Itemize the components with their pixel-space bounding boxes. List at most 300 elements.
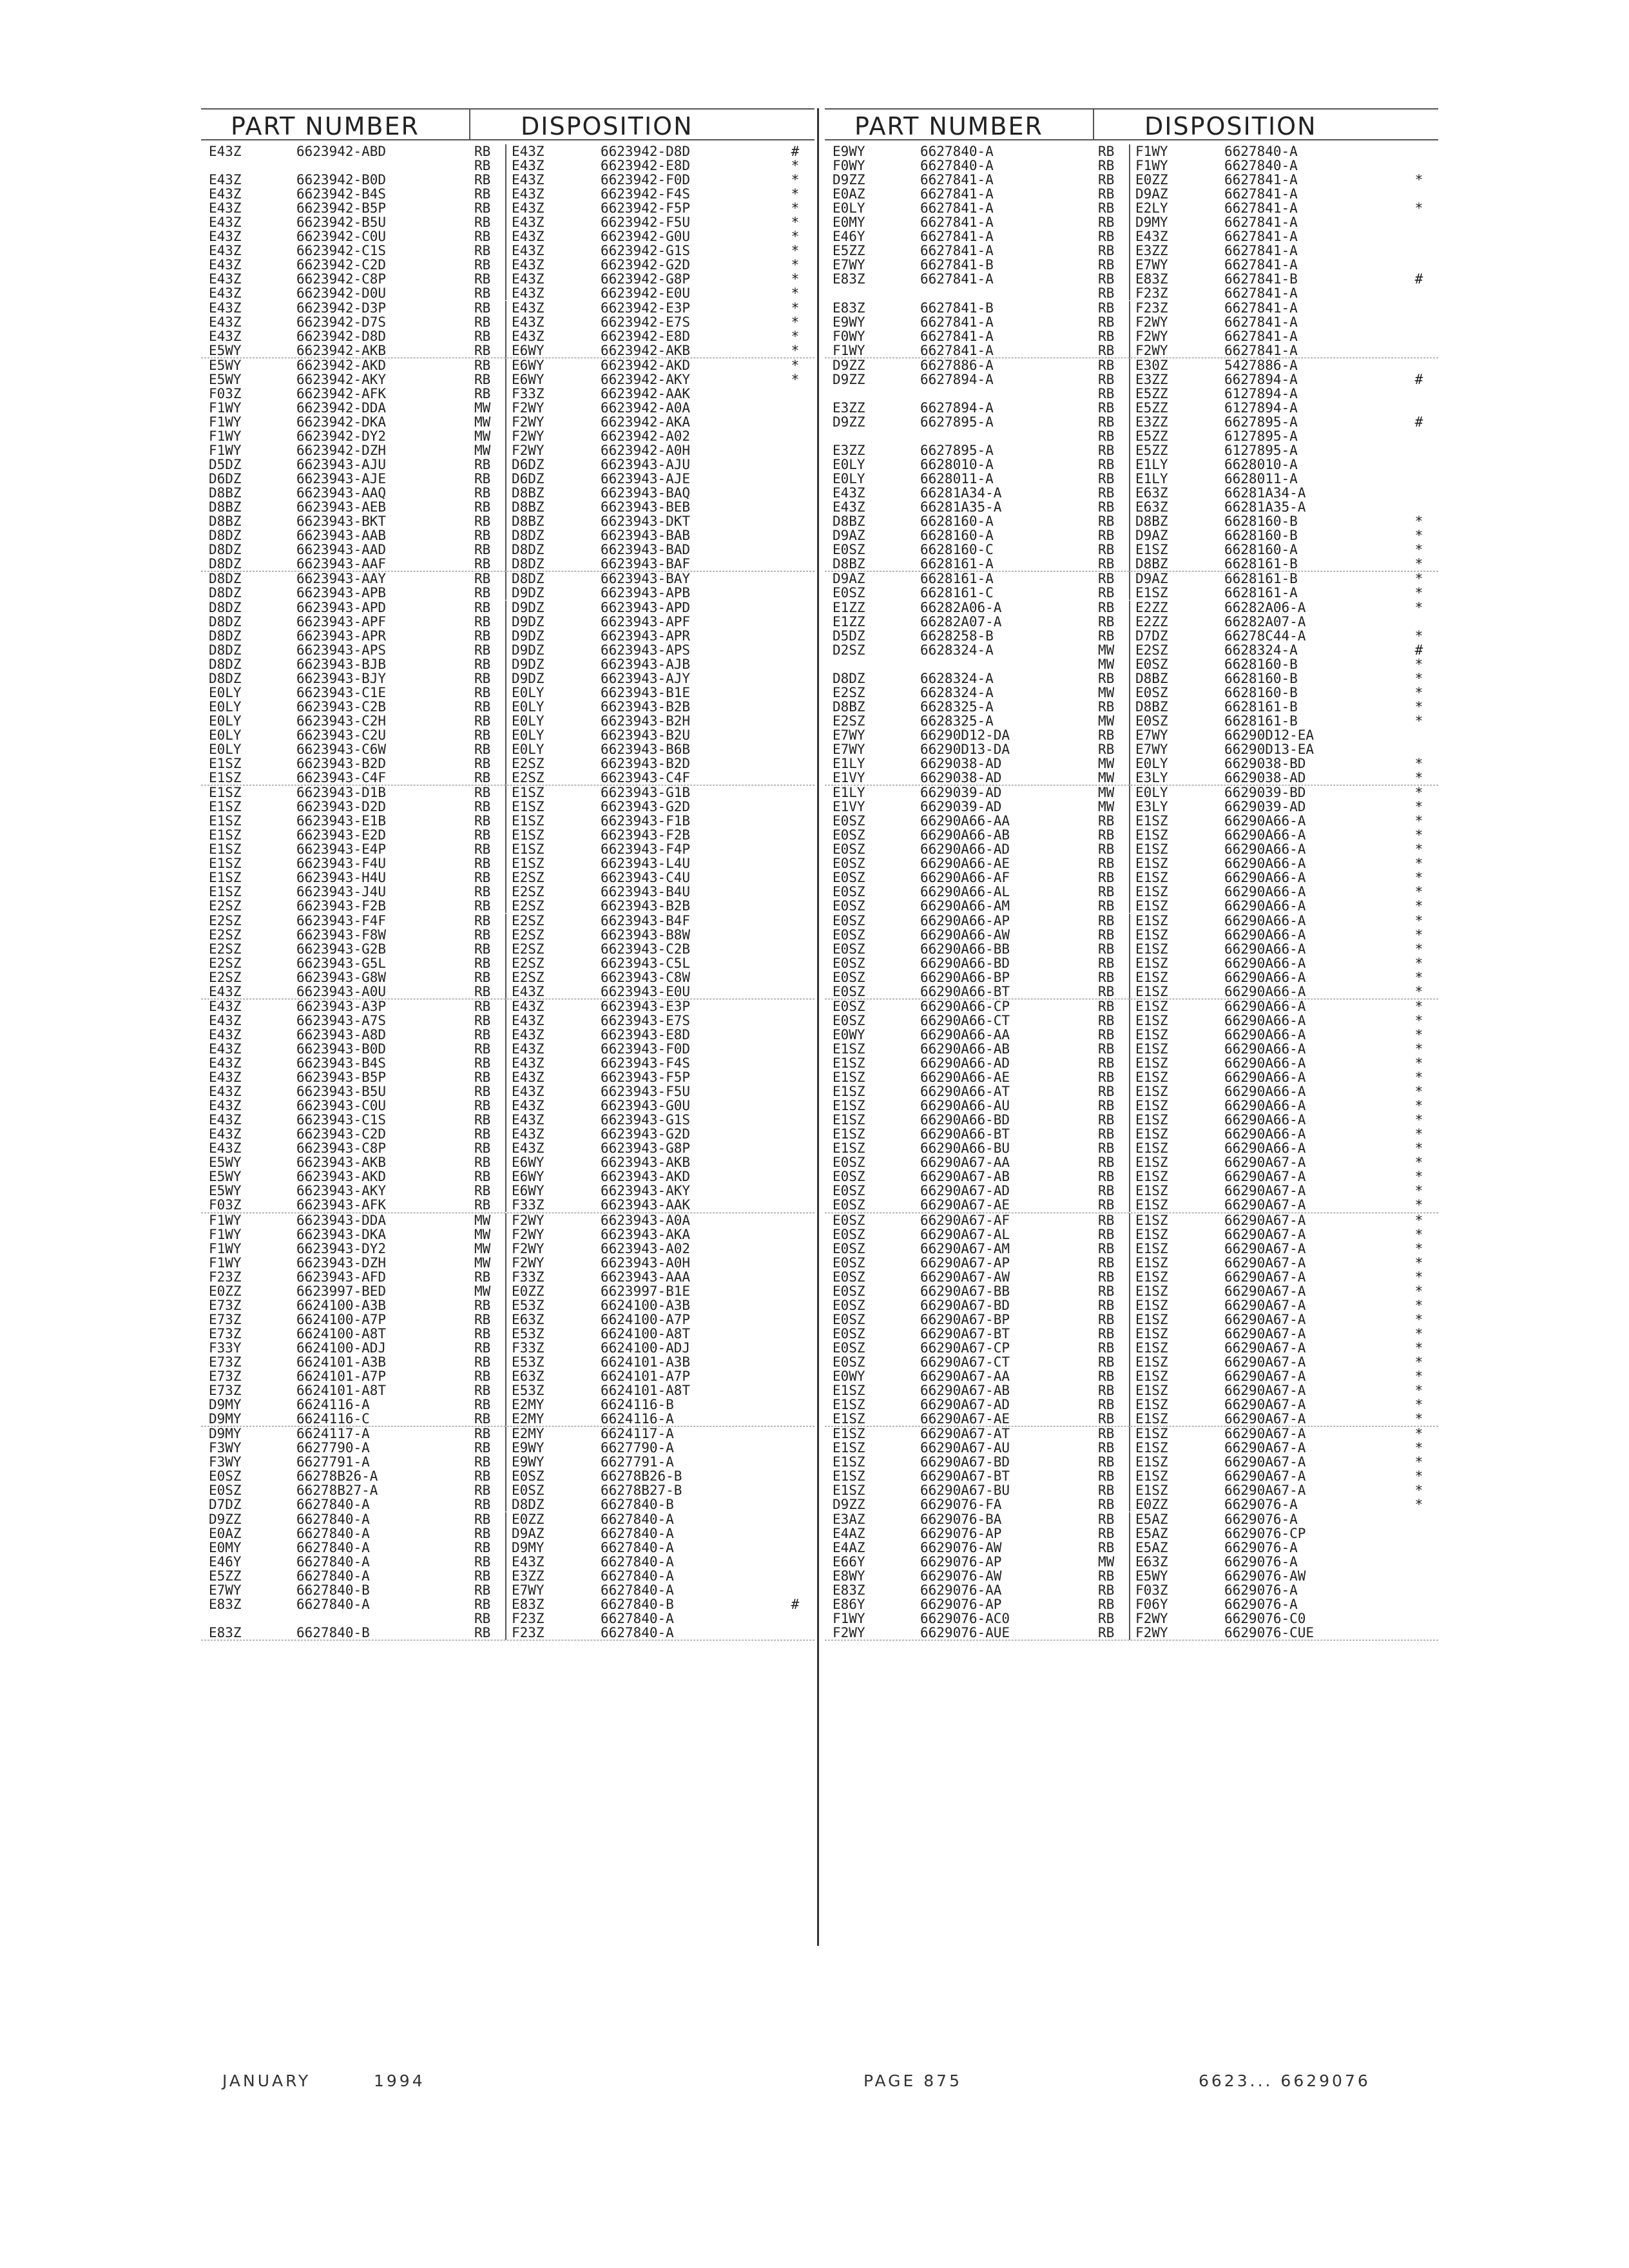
part-model: D8DZ bbox=[209, 528, 242, 544]
part-number: 6624100-A3B bbox=[296, 1297, 387, 1313]
new-part-number: 6623943-AJB bbox=[601, 656, 691, 672]
right-header bbox=[825, 108, 1438, 140]
table-row bbox=[201, 742, 815, 756]
table-row bbox=[825, 1626, 1438, 1640]
disposition-code: RB bbox=[474, 842, 506, 856]
part-number: 6623943-APS bbox=[296, 642, 387, 658]
part-number: 6623942-B0D bbox=[296, 172, 387, 188]
table-row bbox=[201, 144, 815, 159]
table-row bbox=[825, 1270, 1438, 1284]
part-number: 6623997-BED bbox=[296, 1283, 387, 1299]
new-model: E2SZ bbox=[512, 884, 545, 900]
disposition-mark: * bbox=[1414, 556, 1423, 572]
disposition-mark: * bbox=[1414, 1311, 1423, 1327]
part-number: 6623943-A7S bbox=[296, 1012, 387, 1028]
disposition-code: RB bbox=[1098, 472, 1130, 486]
disposition-code: RB bbox=[474, 928, 506, 942]
part-number: 6627840-A bbox=[296, 1539, 370, 1555]
new-model: E53Z bbox=[512, 1354, 545, 1370]
part-model: E43Z bbox=[209, 1140, 242, 1157]
disposition-code: RB bbox=[474, 1469, 506, 1483]
disposition-code: MW bbox=[474, 443, 506, 457]
part-model: E0SZ bbox=[833, 1169, 865, 1185]
disposition-code: RB bbox=[1098, 1483, 1130, 1497]
part-model: D9ZZ bbox=[209, 1511, 242, 1527]
part-number: 6627841-A bbox=[920, 328, 994, 344]
new-model: E0ZZ bbox=[1135, 1497, 1168, 1513]
disposition-mark: * bbox=[1414, 1369, 1423, 1385]
part-model: F1WY bbox=[209, 1240, 242, 1256]
part-number: 6623942-AKY bbox=[296, 371, 387, 387]
table-row bbox=[201, 1412, 815, 1427]
disposition-code: RB bbox=[474, 756, 506, 771]
disposition-code: RB bbox=[474, 586, 506, 600]
disposition-mark: * bbox=[1414, 1354, 1423, 1370]
part-model: E83Z bbox=[209, 1596, 242, 1612]
part-model: E0SZ bbox=[833, 1226, 865, 1242]
table-row bbox=[201, 1469, 815, 1483]
table-row bbox=[201, 557, 815, 572]
new-part-number: 6623943-AJY bbox=[601, 670, 691, 686]
new-part-number: 6623943-F5P bbox=[601, 1070, 691, 1086]
new-part-number: 6629038-AD bbox=[1224, 770, 1306, 786]
table-row bbox=[825, 514, 1438, 528]
table-row bbox=[825, 201, 1438, 215]
disposition-mark: * bbox=[1414, 1084, 1423, 1100]
table-row bbox=[201, 828, 815, 842]
new-part-number: 66278B26-B bbox=[601, 1468, 682, 1485]
new-model: F33Z bbox=[512, 1197, 545, 1213]
part-number: 6628325-A bbox=[920, 698, 994, 715]
disposition-code: RB bbox=[1098, 1312, 1130, 1327]
disposition-mark: * bbox=[1414, 756, 1423, 772]
disposition-code: MW bbox=[474, 1213, 506, 1227]
disposition-code: RB bbox=[474, 1611, 506, 1626]
new-part-number: 66290D13-EA bbox=[1224, 741, 1315, 757]
new-part-number: 6623942-A02 bbox=[601, 428, 691, 444]
new-model: E2SZ bbox=[512, 955, 545, 971]
table-row bbox=[201, 1541, 815, 1555]
part-model: E5WY bbox=[209, 1183, 242, 1199]
part-number: 6623943-AJU bbox=[296, 457, 387, 473]
table-row bbox=[201, 543, 815, 557]
new-model: E1SZ bbox=[1135, 1112, 1168, 1128]
new-part-number: 6627840-B bbox=[601, 1596, 674, 1612]
table-row bbox=[825, 1369, 1438, 1383]
new-model: E43Z bbox=[512, 314, 545, 330]
part-number: 6623943-C0U bbox=[296, 1098, 387, 1114]
new-part-number: 66290A67-A bbox=[1224, 1311, 1306, 1327]
part-model: E1SZ bbox=[209, 813, 242, 829]
new-part-number: 6623943-DKT bbox=[601, 514, 691, 530]
footer-year: 1994 bbox=[374, 2071, 425, 2090]
part-number: 6627840-A bbox=[296, 1525, 370, 1541]
new-part-number: 66290A67-A bbox=[1224, 1212, 1306, 1228]
table-row bbox=[825, 286, 1438, 300]
part-model: E83Z bbox=[833, 271, 865, 287]
table-row bbox=[825, 1541, 1438, 1555]
disposition-code: RB bbox=[1098, 457, 1130, 472]
table-row bbox=[201, 1483, 815, 1497]
part-number: 66290A66-AA bbox=[920, 1026, 1010, 1043]
table-row bbox=[825, 914, 1438, 928]
disposition-code: RB bbox=[1098, 814, 1130, 828]
part-model: D8DZ bbox=[209, 542, 242, 558]
new-model: E43Z bbox=[512, 215, 545, 231]
new-part-number: 6627841-A bbox=[1224, 200, 1298, 216]
table-row bbox=[825, 870, 1438, 885]
table-row bbox=[201, 244, 815, 258]
new-model: E1SZ bbox=[1135, 1397, 1168, 1413]
table-row bbox=[201, 415, 815, 429]
table-row bbox=[201, 187, 815, 201]
disposition-mark: * bbox=[1414, 1468, 1423, 1485]
new-part-number: 66290A67-A bbox=[1224, 1169, 1306, 1185]
new-part-number: 66290A66-A bbox=[1224, 827, 1306, 843]
new-model: E0ZZ bbox=[512, 1511, 545, 1527]
new-model: E30Z bbox=[1135, 357, 1168, 373]
table-row bbox=[825, 1113, 1438, 1127]
disposition-code: RB bbox=[1098, 415, 1130, 429]
part-number: 6628324-A bbox=[920, 642, 994, 658]
disposition-code: RB bbox=[474, 1141, 506, 1155]
new-part-number: 66290A67-A bbox=[1224, 1468, 1306, 1485]
part-number: 6624101-A3B bbox=[296, 1354, 387, 1370]
new-part-number: 6623943-E3P bbox=[601, 998, 691, 1014]
disposition-code: RB bbox=[474, 771, 506, 785]
table-row bbox=[825, 1298, 1438, 1312]
disposition-code: RB bbox=[474, 301, 506, 315]
new-model: D9AZ bbox=[1135, 571, 1168, 587]
new-part-number: 66281A35-A bbox=[1224, 499, 1306, 515]
part-number: 6627841-A bbox=[920, 215, 994, 231]
new-model: E1SZ bbox=[1135, 969, 1168, 985]
new-model: D6DZ bbox=[512, 471, 545, 487]
table-row bbox=[201, 1127, 815, 1141]
part-model: E4AZ bbox=[833, 1525, 865, 1541]
table-row bbox=[825, 842, 1438, 856]
left-rows bbox=[201, 144, 815, 1640]
part-model: E2SZ bbox=[209, 955, 242, 971]
part-number: 6623943-BJB bbox=[296, 656, 387, 672]
new-model: E1SZ bbox=[1135, 1454, 1168, 1470]
disposition-code: RB bbox=[474, 601, 506, 615]
new-model: E1SZ bbox=[1135, 1383, 1168, 1399]
new-part-number: 6627841-B bbox=[1224, 271, 1298, 287]
table-row bbox=[201, 842, 815, 856]
disposition-code: RB bbox=[474, 1155, 506, 1169]
new-part-number: 66290A66-A bbox=[1224, 870, 1306, 886]
part-model: E9WY bbox=[833, 314, 865, 330]
disposition-code: MW bbox=[474, 401, 506, 415]
part-number: 66278B26-A bbox=[296, 1468, 378, 1485]
disposition-code: RB bbox=[1098, 970, 1130, 985]
disposition-code: RB bbox=[1098, 942, 1130, 956]
table-row bbox=[201, 358, 815, 372]
table-row bbox=[825, 856, 1438, 870]
new-part-number: 6628161-B bbox=[1224, 713, 1298, 729]
disposition-code: RB bbox=[474, 543, 506, 557]
new-model: E1SZ bbox=[1135, 585, 1168, 601]
new-part-number: 6629076-A bbox=[1224, 1553, 1298, 1570]
new-model: F1WY bbox=[1135, 144, 1168, 159]
part-number: 66290A67-AM bbox=[920, 1240, 1010, 1256]
part-model: E0SZ bbox=[833, 998, 865, 1014]
disposition-code: RB bbox=[1098, 586, 1130, 600]
disposition-mark: * bbox=[1414, 1426, 1423, 1442]
part-model: E43Z bbox=[209, 1098, 242, 1114]
table-row bbox=[201, 1141, 815, 1155]
new-part-number: 6628324-A bbox=[1224, 642, 1298, 658]
disposition-code: RB bbox=[474, 1512, 506, 1526]
disposition-code: RB bbox=[1098, 928, 1130, 942]
part-model: E1VY bbox=[833, 799, 865, 815]
new-part-number: 66290A67-A bbox=[1224, 1183, 1306, 1199]
part-model: E0MY bbox=[833, 215, 865, 231]
disposition-mark: * bbox=[1414, 1155, 1423, 1171]
disposition-code: RB bbox=[1098, 1497, 1130, 1512]
new-model: E7WY bbox=[1135, 741, 1168, 757]
disposition-mark: * bbox=[1414, 827, 1423, 843]
part-number: 66281A34-A bbox=[920, 485, 1002, 501]
table-row bbox=[201, 942, 815, 956]
new-model: E2SZ bbox=[512, 898, 545, 914]
table-row bbox=[825, 215, 1438, 229]
part-model: E1SZ bbox=[833, 1126, 865, 1142]
disposition-code: RB bbox=[1098, 828, 1130, 842]
new-part-number: 6628160-B bbox=[1224, 684, 1298, 700]
part-model: E86Y bbox=[833, 1596, 865, 1612]
disposition-code: RB bbox=[1098, 1441, 1130, 1455]
new-model: E63Z bbox=[1135, 1553, 1168, 1570]
table-row bbox=[825, 486, 1438, 500]
disposition-code: RB bbox=[1098, 1184, 1130, 1198]
new-part-number: 6623943-B2U bbox=[601, 727, 691, 743]
table-row bbox=[825, 756, 1438, 771]
new-model: F33Z bbox=[512, 385, 545, 401]
new-model: E1SZ bbox=[1135, 983, 1168, 999]
part-model: E0LY bbox=[209, 741, 242, 757]
disposition-mark: * bbox=[1414, 1140, 1423, 1157]
new-part-number: 6623942-E8D bbox=[601, 158, 691, 174]
part-number: 66290A66-BD bbox=[920, 955, 1010, 971]
part-number: 6624117-A bbox=[296, 1426, 370, 1442]
new-model: E5AZ bbox=[1135, 1525, 1168, 1541]
new-model: E2SZ bbox=[512, 927, 545, 943]
table-row bbox=[201, 500, 815, 514]
table-row bbox=[825, 1327, 1438, 1341]
new-model: E43Z bbox=[512, 1140, 545, 1157]
disposition-code: RB bbox=[474, 1398, 506, 1412]
part-model: D9ZZ bbox=[833, 172, 865, 188]
new-part-number: 6627840-A bbox=[601, 1553, 674, 1570]
table-row bbox=[825, 985, 1438, 999]
disposition-code: RB bbox=[474, 343, 506, 358]
table-row bbox=[201, 1341, 815, 1355]
new-part-number: 6627840-A bbox=[1224, 144, 1298, 159]
part-number: 6623943-AFK bbox=[296, 1197, 387, 1213]
disposition-code: RB bbox=[1098, 1369, 1130, 1383]
part-number: 66290A67-BD bbox=[920, 1297, 1010, 1313]
disposition-code: RB bbox=[474, 1569, 506, 1583]
part-model: E1SZ bbox=[209, 884, 242, 900]
table-row bbox=[825, 771, 1438, 785]
part-number: 6623943-D1B bbox=[296, 785, 387, 801]
part-model: E1SZ bbox=[833, 1084, 865, 1100]
part-number: 6623943-F2B bbox=[296, 898, 387, 914]
new-part-number: 6628160-B bbox=[1224, 528, 1298, 544]
part-model: E0SZ bbox=[833, 1155, 865, 1171]
part-model: E43Z bbox=[209, 1012, 242, 1028]
table-row bbox=[201, 329, 815, 343]
part-model: D9AZ bbox=[833, 528, 865, 544]
new-part-number: 6623942-F5U bbox=[601, 215, 691, 231]
part-number: 66290A67-CT bbox=[920, 1354, 1010, 1370]
table-row bbox=[201, 1213, 815, 1227]
part-number: 6629076-FA bbox=[920, 1497, 1002, 1513]
disposition-code: RB bbox=[1098, 486, 1130, 500]
new-model: E0LY bbox=[512, 727, 545, 743]
table-row bbox=[825, 828, 1438, 842]
disposition-code: RB bbox=[474, 159, 506, 173]
disposition-code: RB bbox=[1098, 1099, 1130, 1113]
disposition-code: MW bbox=[1098, 800, 1130, 814]
new-model: E1SZ bbox=[1135, 941, 1168, 957]
part-model: E3AZ bbox=[833, 1511, 865, 1527]
new-part-number: 6627840-A bbox=[601, 1539, 674, 1555]
new-part-number: 6623942-G1S bbox=[601, 243, 691, 259]
new-part-number: 66290D12-EA bbox=[1224, 727, 1315, 743]
part-number: 66290A67-BP bbox=[920, 1311, 1010, 1327]
disposition-code: MW bbox=[1098, 785, 1130, 800]
table-row bbox=[825, 1398, 1438, 1412]
new-model: E43Z bbox=[512, 144, 545, 159]
new-model: D9DZ bbox=[512, 585, 545, 601]
new-model: E1SZ bbox=[1135, 1155, 1168, 1171]
part-number: 66290A66-BP bbox=[920, 969, 1010, 985]
disposition-code: MW bbox=[474, 1242, 506, 1256]
part-number: 6627886-A bbox=[920, 357, 994, 373]
new-part-number: 66282A07-A bbox=[1224, 613, 1306, 629]
part-number-heading: PART NUMBER bbox=[231, 112, 419, 140]
new-part-number: 6627841-A bbox=[1224, 300, 1298, 316]
table-row bbox=[825, 301, 1438, 315]
new-model: E6WY bbox=[512, 1169, 545, 1185]
disposition-code: RB bbox=[1098, 229, 1130, 244]
table-row bbox=[825, 343, 1438, 358]
disposition-mark: * bbox=[1414, 1440, 1423, 1456]
new-part-number: 6628161-B bbox=[1224, 698, 1298, 715]
part-number: 6623943-E1B bbox=[296, 813, 387, 829]
table-row bbox=[201, 771, 815, 785]
part-model: E0SZ bbox=[833, 813, 865, 829]
disposition-code: RB bbox=[1098, 856, 1130, 870]
disposition-mark: * bbox=[1414, 998, 1423, 1014]
part-model: D6DZ bbox=[209, 471, 242, 487]
part-number: 66290A67-AP bbox=[920, 1254, 1010, 1271]
part-model: D8DZ bbox=[209, 556, 242, 572]
table-row bbox=[825, 1242, 1438, 1256]
part-number: 6624101-A8T bbox=[296, 1383, 387, 1399]
disposition-code: RB bbox=[1098, 885, 1130, 899]
new-part-number: 6627840-A bbox=[601, 1624, 674, 1640]
new-model: E43Z bbox=[512, 983, 545, 999]
new-part-number: 66290A66-A bbox=[1224, 1098, 1306, 1114]
disposition-code: RB bbox=[474, 714, 506, 728]
table-row bbox=[825, 1213, 1438, 1227]
new-model: F2WY bbox=[512, 1254, 545, 1271]
disposition-mark: * bbox=[1414, 856, 1423, 872]
table-row bbox=[825, 173, 1438, 187]
disposition-mark: # bbox=[1414, 271, 1423, 287]
table-row bbox=[825, 1341, 1438, 1355]
disposition-mark: * bbox=[1414, 1098, 1423, 1114]
new-model: E1SZ bbox=[1135, 1226, 1168, 1242]
table-row bbox=[825, 457, 1438, 472]
disposition-mark: * bbox=[1414, 670, 1423, 686]
disposition-code: RB bbox=[1098, 429, 1130, 443]
table-row bbox=[825, 1569, 1438, 1583]
new-model: E1SZ bbox=[1135, 1084, 1168, 1100]
part-number: 6629038-AD bbox=[920, 770, 1002, 786]
disposition-code: RB bbox=[1098, 1569, 1130, 1583]
part-model: E0SZ bbox=[833, 898, 865, 914]
disposition-code: RB bbox=[474, 885, 506, 899]
disposition-code: RB bbox=[474, 472, 506, 486]
new-part-number: 6623942-AKB bbox=[601, 342, 691, 358]
disposition-code: RB bbox=[1098, 1028, 1130, 1042]
new-model: E1SZ bbox=[1135, 1240, 1168, 1256]
part-number: 6623942-D3P bbox=[296, 300, 387, 316]
disposition-mark: * bbox=[1414, 628, 1423, 644]
table-row bbox=[201, 1312, 815, 1327]
part-number: 66290A67-AB bbox=[920, 1383, 1010, 1399]
disposition-code: RB bbox=[474, 514, 506, 528]
disposition-code: RB bbox=[1098, 1398, 1130, 1412]
part-model: E0AZ bbox=[833, 186, 865, 202]
new-model: E1SZ bbox=[1135, 1012, 1168, 1028]
column-divider bbox=[817, 108, 819, 1946]
table-row bbox=[825, 1028, 1438, 1042]
table-row bbox=[201, 429, 815, 443]
new-model: E1SZ bbox=[512, 813, 545, 829]
part-model: F2WY bbox=[833, 1624, 865, 1640]
part-model: E0SZ bbox=[833, 955, 865, 971]
new-part-number: 6627841-A bbox=[1224, 328, 1298, 344]
part-model: E2SZ bbox=[209, 969, 242, 985]
new-part-number: 66290A67-A bbox=[1224, 1397, 1306, 1413]
part-model: E1SZ bbox=[833, 1041, 865, 1057]
disposition-code: MW bbox=[1098, 643, 1130, 657]
disposition-code: RB bbox=[474, 856, 506, 870]
disposition-code: RB bbox=[474, 215, 506, 229]
new-model: D9DZ bbox=[512, 613, 545, 629]
new-model: E1SZ bbox=[1135, 1055, 1168, 1071]
disposition-code: RB bbox=[474, 657, 506, 671]
disposition-code: RB bbox=[474, 1355, 506, 1369]
part-model: F1WY bbox=[209, 442, 242, 458]
new-model: D8DZ bbox=[512, 528, 545, 544]
table-row bbox=[825, 999, 1438, 1014]
disposition-code: RB bbox=[474, 1270, 506, 1284]
new-model: D7DZ bbox=[1135, 628, 1168, 644]
part-model: E0ZZ bbox=[209, 1283, 242, 1299]
table-row bbox=[825, 1611, 1438, 1626]
part-number: 66278B27-A bbox=[296, 1483, 378, 1499]
part-number-heading: PART NUMBER bbox=[854, 112, 1043, 140]
part-model: D5DZ bbox=[209, 457, 242, 473]
part-model: D8BZ bbox=[209, 485, 242, 501]
